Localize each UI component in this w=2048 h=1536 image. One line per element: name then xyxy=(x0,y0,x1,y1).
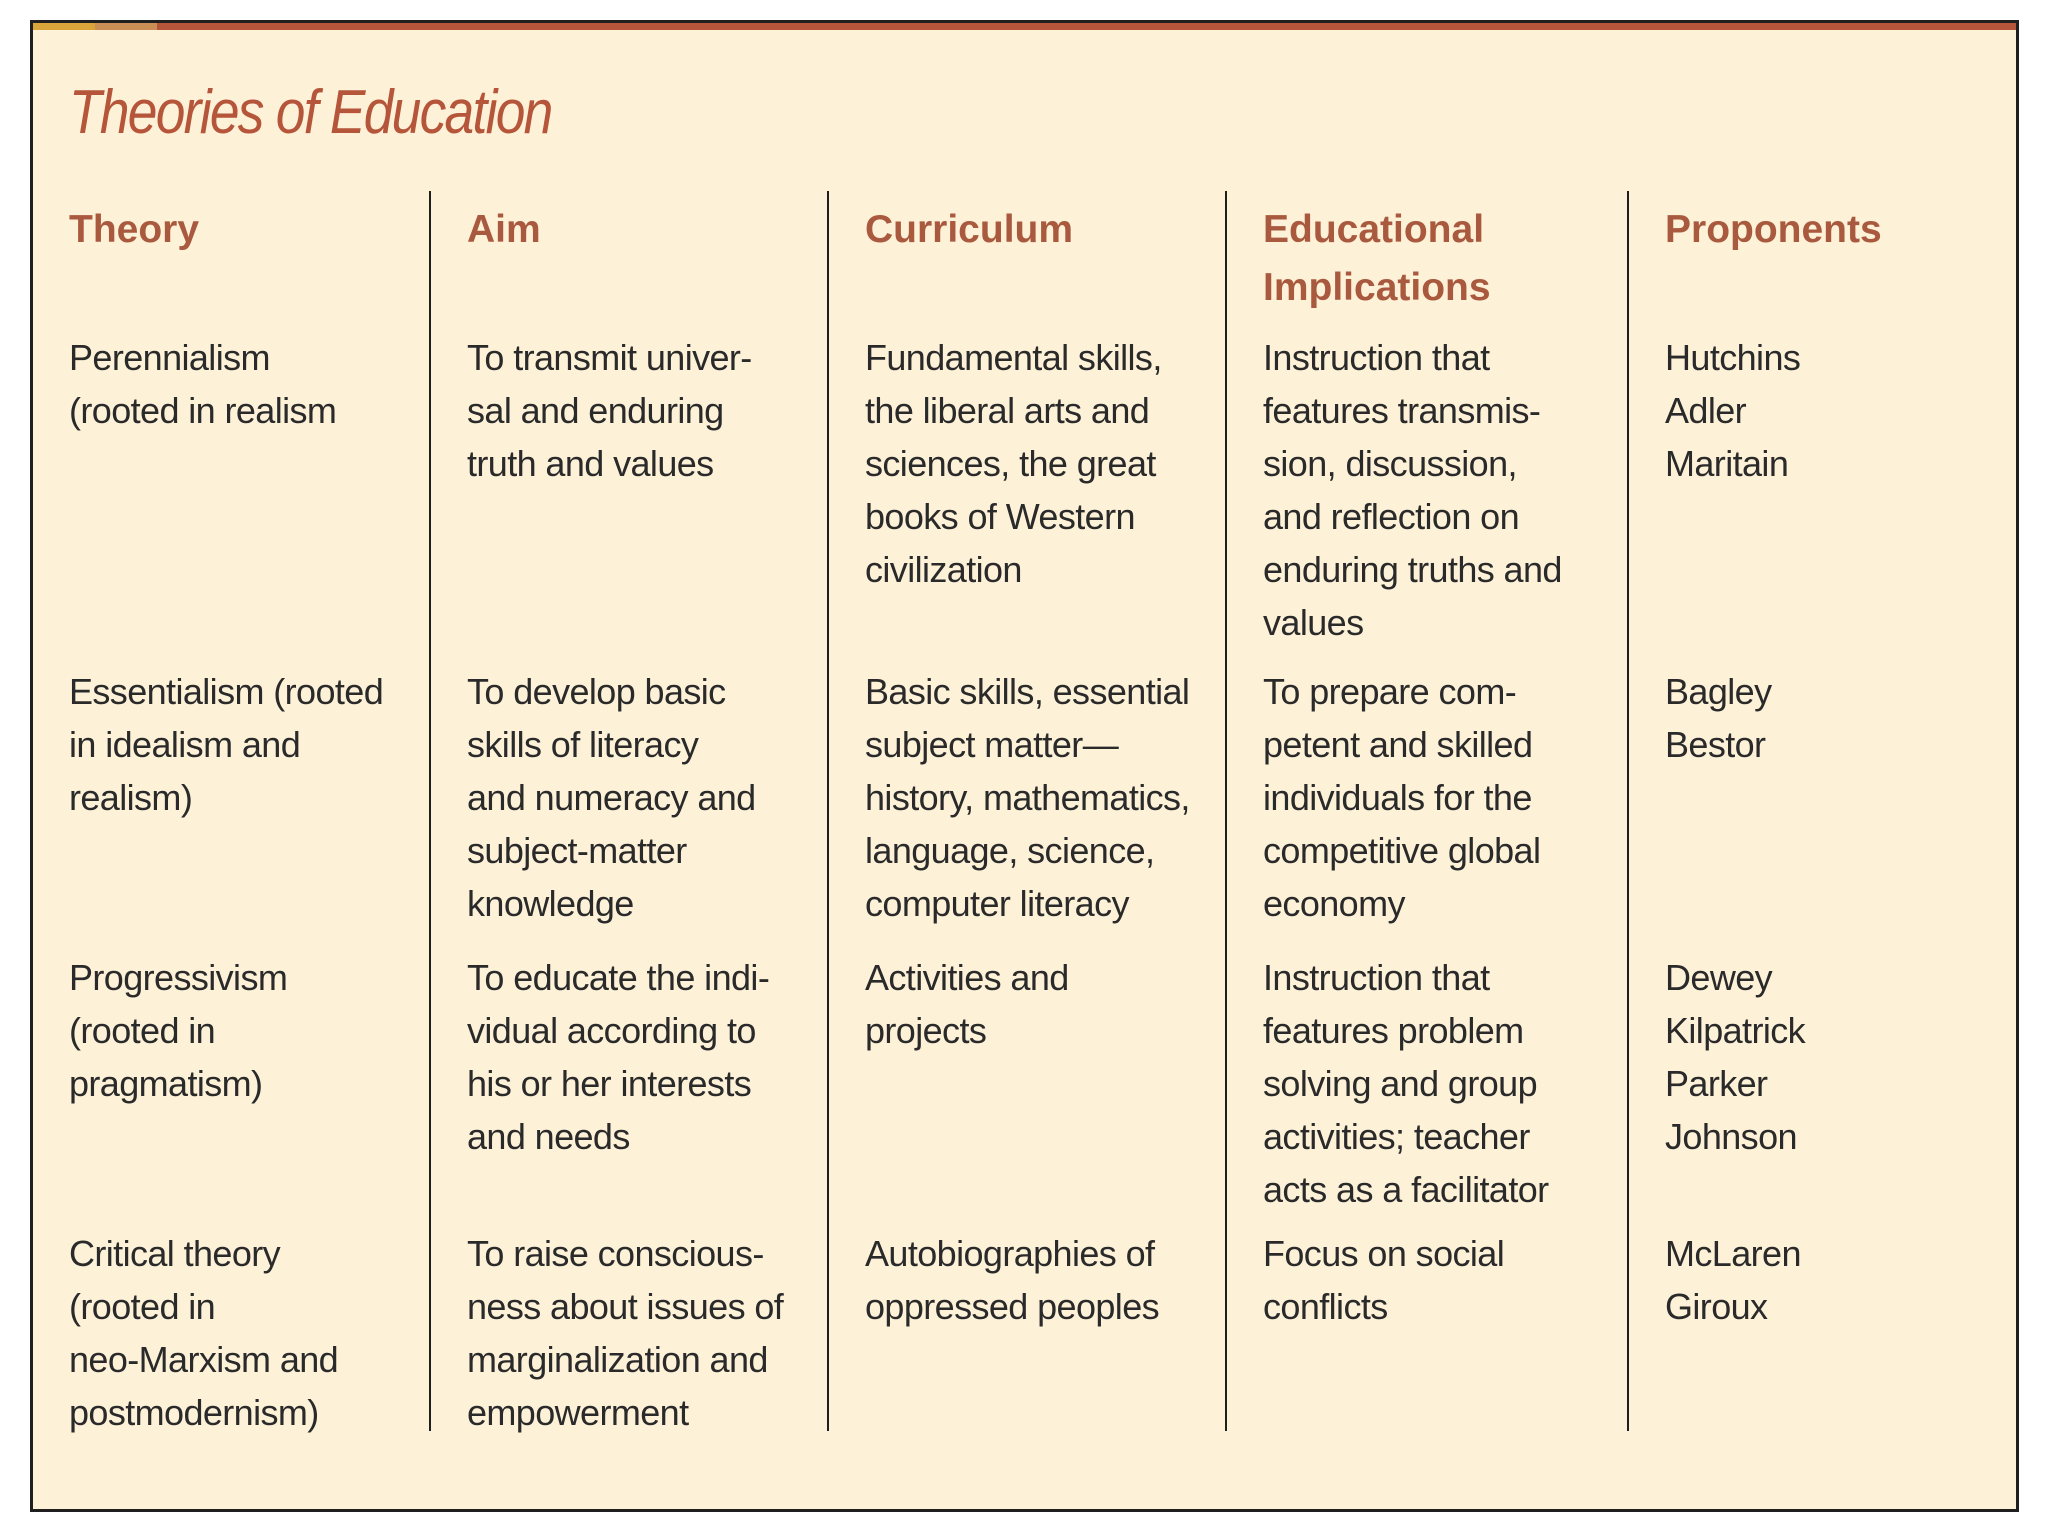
cell-proponents-progressivism: Dewey Kilpatrick Parker Johnson xyxy=(1665,957,1806,1157)
page-title: Theories of Education xyxy=(69,78,552,147)
cell-theory-progressivism: Progressivism (rooted in pragmatism) xyxy=(69,957,288,1104)
column-proponents xyxy=(1627,191,2016,1431)
top-accent-rule xyxy=(33,23,2016,30)
cell-theory-perennialism: Perennialism (rooted in realism xyxy=(69,337,337,431)
column-aim xyxy=(429,191,827,1431)
cell-implications-essentialism: To prepare com- petent and skilled individuals for the competitive global economy xyxy=(1263,671,1541,924)
top-accent-segment-2 xyxy=(95,23,157,30)
cell-implications-perennialism: Instruction that features transmis- sion, discussion, and reflection on enduring truths and values xyxy=(1263,337,1562,643)
column-curriculum xyxy=(827,191,1225,1431)
column-theory xyxy=(33,191,429,1431)
cell-aim-perennialism: To transmit univer- sal and enduring truth and values xyxy=(467,337,752,484)
cell-aim-essentialism: To develop basic skills of literacy and numeracy and subject-matter knowledge xyxy=(467,671,756,924)
column-implications xyxy=(1225,191,1627,1431)
cell-proponents-critical: McLaren Giroux xyxy=(1665,1233,1801,1327)
cell-curriculum-essentialism: Basic skills, essential subject matter— history, mathematics, language, science, computer literacy xyxy=(865,671,1190,924)
cell-curriculum-critical: Autobiographies of oppressed peoples xyxy=(865,1233,1160,1327)
cell-theory-essentialism: Essentialism (rooted in idealism and realism) xyxy=(69,671,384,818)
header-theory: Theory xyxy=(69,208,200,251)
cell-curriculum-perennialism: Fundamental skills, the liberal arts and sciences, the great books of Western civilization xyxy=(865,337,1162,590)
cell-implications-critical: Focus on social conflicts xyxy=(1263,1233,1505,1327)
cell-aim-progressivism: To educate the indi- vidual according to his or her interests and needs xyxy=(467,957,770,1157)
header-aim: Aim xyxy=(467,208,541,251)
theories-table-panel xyxy=(30,20,2019,1512)
top-accent-segment xyxy=(33,23,95,30)
cell-proponents-perennialism: Hutchins Adler Maritain xyxy=(1665,337,1801,484)
cell-theory-critical: Critical theory (rooted in neo-Marxism and postmodernism) xyxy=(69,1233,339,1433)
header-curriculum: Curriculum xyxy=(865,208,1074,251)
cell-curriculum-progressivism: Activities and projects xyxy=(865,957,1069,1051)
cell-proponents-essentialism: Bagley Bestor xyxy=(1665,671,1772,765)
header-implications: Educational Implications xyxy=(1263,208,1491,309)
cell-aim-critical: To raise conscious- ness about issues of marginalization and empowerment xyxy=(467,1233,784,1433)
header-proponents: Proponents xyxy=(1665,208,1882,251)
cell-implications-progressivism: Instruction that features problem solving and group activities; teacher acts as a facilitator xyxy=(1263,957,1549,1210)
